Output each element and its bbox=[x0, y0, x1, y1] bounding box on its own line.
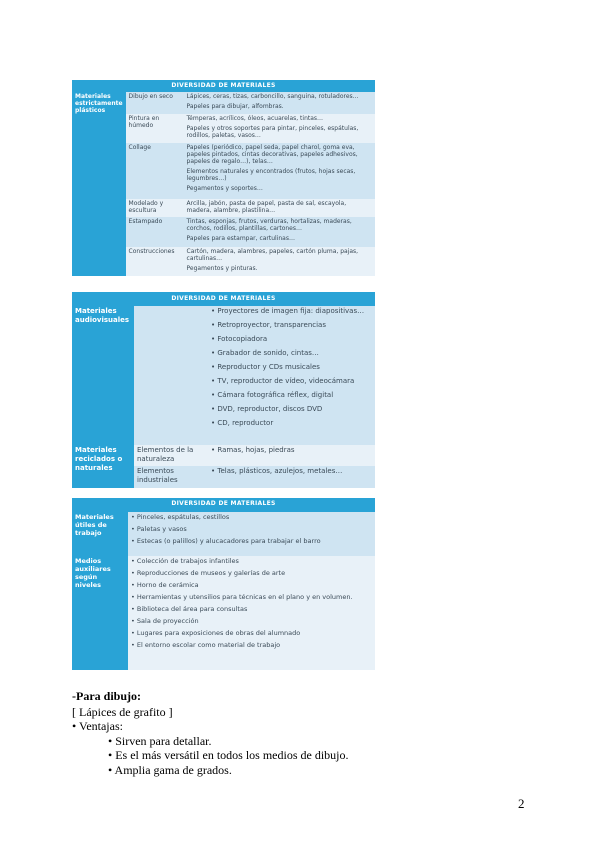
list-item: Papeles y otros soportes para pintar, pinceles, espátulas, rodillos, paletas, vasos… bbox=[186, 124, 359, 139]
list-item: Papeles para dibujar, alfombras. bbox=[186, 102, 284, 110]
table-subcategory: Collage bbox=[126, 143, 184, 199]
advantage-item: • Es el más versátil en todos los medios de dibujo. bbox=[108, 748, 349, 762]
list-item: • Biblioteca del área para consultas bbox=[131, 605, 248, 614]
table-category: Materiales audiovisuales bbox=[72, 306, 134, 445]
list-item: • Reproductor y CDs musicales bbox=[211, 363, 320, 372]
materials-table-1 bbox=[72, 80, 375, 276]
list-item: Papeles para estampar, cartulinas… bbox=[186, 235, 295, 243]
list-item: Papeles (periódico, papel seda, papel charol, goma eva, papeles pintados, cintas decorativas, papeles adhesivos, papeles de regalo…), telas… bbox=[186, 144, 358, 166]
list-item: Cartón, madera, alambres, papeles, cartón pluma, pajas, cartulinas… bbox=[186, 247, 359, 262]
list-item: • Retroproyector, transparencias bbox=[211, 321, 326, 330]
table-category: Materiales reciclados o naturales bbox=[72, 445, 134, 488]
list-item: • Herramientas y utensilios para técnicas en el plano y en volumen. bbox=[131, 593, 353, 602]
list-item: • Estecas (o palillos) y alucacadores para trabajar el barro bbox=[131, 536, 321, 545]
table-subcategory: Modelado y escultura bbox=[126, 199, 184, 218]
table-category: Materiales útiles de trabajo bbox=[72, 512, 128, 556]
section-subheading: [ Lápices de grafito ] bbox=[72, 705, 173, 719]
advantages-label: • Ventajas: bbox=[72, 719, 123, 733]
list-item: Tintas, esponjas, frutos, verduras, hortalizas, maderas, corchos, rodillos, plantillas, cartones… bbox=[186, 218, 352, 233]
table-items bbox=[128, 512, 375, 556]
materials-table-3 bbox=[72, 498, 375, 670]
table-items bbox=[184, 92, 375, 114]
table-subcategory bbox=[134, 306, 208, 445]
list-item: • Pinceles, espátulas, cestillos bbox=[131, 512, 230, 521]
list-item: Elementos naturales y encontrados (frutos, hojas secas, legumbres…) bbox=[186, 168, 356, 183]
table-header: DIVERSIDAD DE MATERIALES bbox=[72, 498, 375, 512]
table-items bbox=[184, 247, 375, 276]
list-item: • Reproducciones de museos y galerías de arte bbox=[131, 569, 286, 578]
list-item: • Horno de cerámica bbox=[131, 581, 199, 590]
table-items bbox=[128, 556, 375, 670]
table-items bbox=[184, 114, 375, 143]
table-items bbox=[184, 199, 375, 218]
list-item: • Proyectores de imagen fija: diapositivas… bbox=[211, 307, 365, 316]
list-item: Pegamentos y soportes… bbox=[186, 185, 263, 193]
table-items bbox=[208, 445, 375, 467]
table-items bbox=[208, 306, 375, 445]
materials-table-2 bbox=[72, 292, 375, 488]
list-item: • Fotocopiadora bbox=[211, 335, 268, 344]
table-header: DIVERSIDAD DE MATERIALES bbox=[72, 80, 375, 92]
list-item: • Ramas, hojas, piedras bbox=[211, 445, 295, 454]
table-subcategory: Elementos industriales bbox=[134, 466, 208, 488]
list-item: • Lugares para exposiciones de obras del alumnado bbox=[131, 629, 301, 638]
advantage-item: • Amplia gama de grados. bbox=[108, 763, 232, 777]
list-item: Témperas, acrílicos, óleos, acuarelas, tintas… bbox=[186, 114, 324, 122]
list-item: • DVD, reproductor, discos DVD bbox=[211, 405, 323, 414]
advantage-item: • Sirven para detallar. bbox=[108, 734, 212, 748]
table-category: Materiales estrictamente plásticos bbox=[72, 92, 126, 276]
list-item: • CD, reproductor bbox=[211, 419, 274, 428]
section-heading: -Para dibujo: bbox=[72, 689, 141, 703]
list-item: • Sala de proyección bbox=[131, 617, 199, 626]
table-subcategory: Construcciones bbox=[126, 247, 184, 276]
list-item: • Grabador de sonido, cintas… bbox=[211, 349, 319, 358]
list-item: • TV, reproductor de vídeo, videocámara bbox=[211, 377, 355, 386]
table-items bbox=[208, 466, 375, 488]
page-number: 2 bbox=[518, 796, 525, 811]
table-category: Medios auxiliares según niveles bbox=[72, 556, 128, 670]
table-subcategory: Elementos de la naturaleza bbox=[134, 445, 208, 467]
table-header: DIVERSIDAD DE MATERIALES bbox=[72, 292, 375, 306]
table-subcategory: Estampado bbox=[126, 217, 184, 246]
list-item: Lápices, ceras, tizas, carboncillo, sanguina, rotuladores… bbox=[186, 92, 359, 100]
list-item: Pegamentos y pinturas. bbox=[186, 264, 258, 272]
list-item: • Colección de trabajos infantiles bbox=[131, 557, 239, 566]
list-item: Arcilla, jabón, pasta de papel, pasta de sal, escayola, madera, alambre, plastilina… bbox=[186, 199, 347, 214]
table-subcategory: Pintura en húmedo bbox=[126, 114, 184, 143]
list-item: • Cámara fotográfica réflex, digital bbox=[211, 391, 334, 400]
table-items bbox=[184, 143, 375, 199]
list-item: • Telas, plásticos, azulejos, metales… bbox=[211, 467, 343, 476]
list-item: • Paletas y vasos bbox=[131, 524, 187, 533]
table-items bbox=[184, 217, 375, 246]
table-subcategory: Dibujo en seco bbox=[126, 92, 184, 114]
list-item: • El entorno escolar como material de trabajo bbox=[131, 641, 281, 650]
